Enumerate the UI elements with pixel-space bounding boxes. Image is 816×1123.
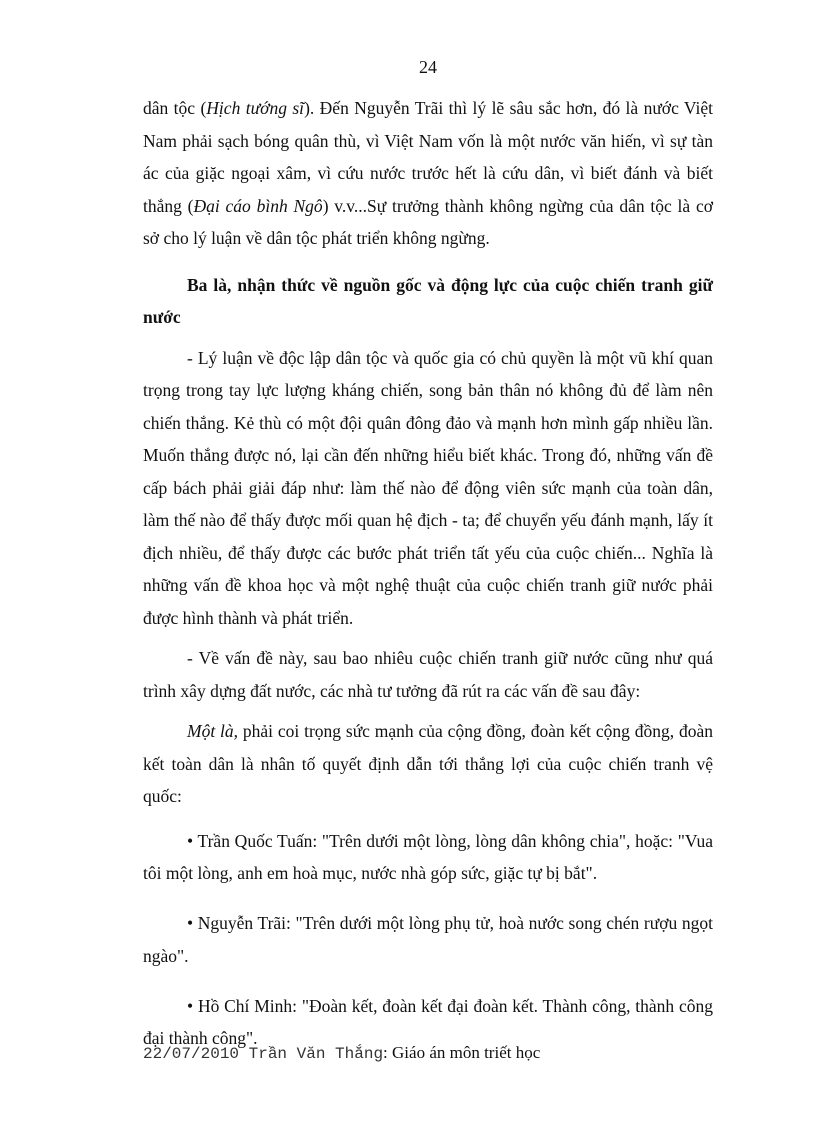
quote-bullet-tran-quoc-tuan: • Trần Quốc Tuấn: "Trên dưới một lòng, lòng dân không chia", hoặc: "Vua tôi một lòng, anh em hoà mục, nước nhà góp sức, giặc tự bị bắt".: [143, 830, 713, 883]
page-number: 24: [419, 57, 437, 77]
text-run: dân tộc (: [143, 98, 207, 118]
quote-bullet-nguyen-trai: • Nguyễn Trãi: "Trên dưới một lòng phụ tử, hoà nước song chén rượu ngọt ngào".: [143, 913, 713, 966]
footer-document-title: : Giáo án môn triết học: [383, 1043, 541, 1062]
text-run: ). Đến Nguyễn Trãi thì lý lẽ sâu sắc hơn, đó là nước Việt Nam phải sạch bóng quân thù, vì Việt Nam vốn là một nước văn hiến, vì sự tàn ác của giặc ngoại xâm, vì cứu nước trước hết là cứu dân, vì biết đánh và biết thắng (: [143, 98, 713, 216]
paragraph-theory: - Lý luận về độc lập dân tộc và quốc gia có chủ quyền là một vũ khí quan trọng trong tay lực lượng kháng chiến, song bản thân nó không đủ để làm nên chiến thắng. Kẻ thù có một đội quân đông đảo và mạnh hơn mình gấp nhiều lần. Muốn thắng được nó, lại cần đến những hiểu biết khác. Trong đó, những vấn đề cấp bách phải giải đáp như: làm thế nào để động viên sức mạnh của toàn dân, làm thế nào để thấy được mối quan hệ địch - ta; để chuyển yếu đánh mạnh, lấy ít địch nhiều, để thấy được các bước phát triển tất yếu của cuộc chiến... Nghĩa là những vấn đề khoa học và một nghệ thuật của cuộc chiến tranh giữ nước phải được hình thành và phát triển.: [143, 347, 713, 628]
text-run: ) v.v...Sự trưởng thành không ngừng của dân tộc là cơ sở cho lý luận về dân tộc phát triển không ngừng.: [143, 195, 713, 248]
quote-bullet-ho-chi-minh: • Hồ Chí Minh: "Đoàn kết, đoàn kết đại đoàn kết. Thành công, thành công đại thành công".: [143, 995, 713, 1048]
paragraph-continuation: [143, 92, 713, 255]
page-footer: [143, 1042, 713, 1065]
document-body: [143, 92, 713, 1072]
work-title-hich-tuong-si: Hịch tướng sĩ: [206, 98, 305, 118]
text-run: phải coi trọng sức mạnh của cộng đồng, đoàn kết cộng đồng, đoàn kết toàn dân là nhân tố quyết định dẫn tới thắng lợi của cuộc chiến tranh vệ quốc:: [143, 721, 713, 806]
section-heading: Ba là, nhận thức về nguồn gốc và động lực của cuộc chiến tranh giữ nước: [143, 274, 713, 327]
paragraph-first-lesson: [143, 715, 713, 813]
work-title-dai-cao-binh-ngo: Đại cáo bình Ngô: [193, 195, 323, 216]
document-page: [143, 0, 713, 1123]
italic-lead: Một là,: [187, 721, 239, 741]
paragraph-lessons-intro: - Về vấn đề này, sau bao nhiêu cuộc chiến tranh giữ nước cũng như quá trình xây dựng đất nước, các nhà tư tưởng đã rút ra các vấn đề sau đây:: [143, 648, 713, 701]
footer-date-author: 22/07/2010 Trần Văn Thắng: [143, 1045, 384, 1063]
